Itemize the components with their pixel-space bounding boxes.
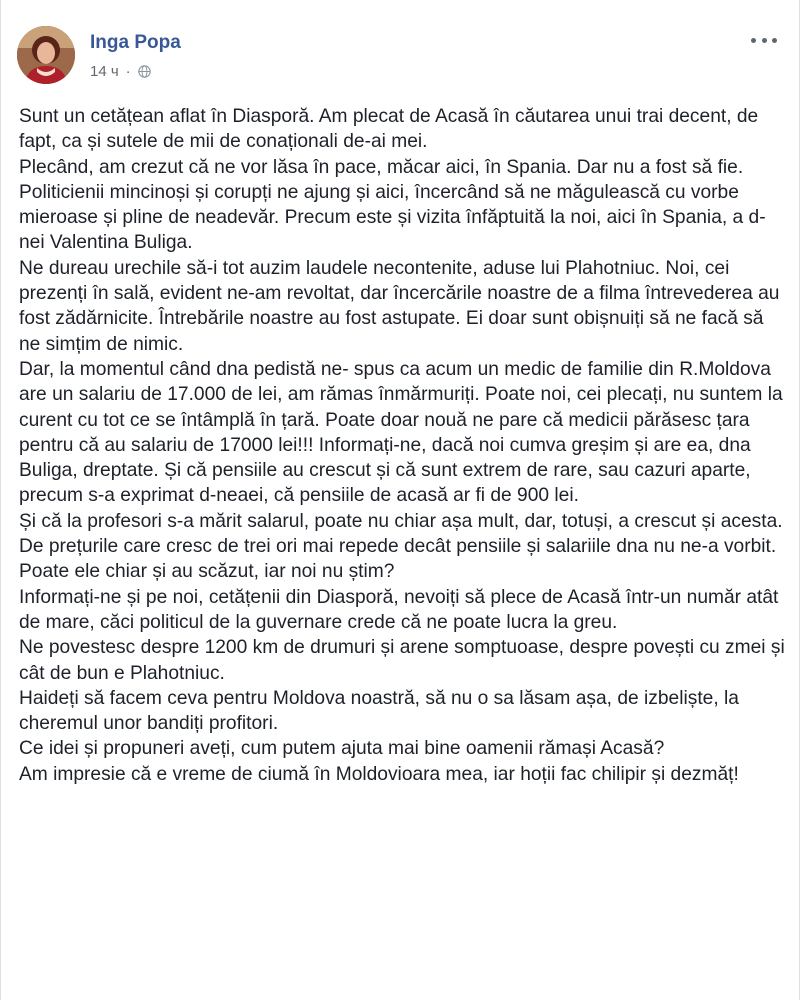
post-paragraph: Am impresie că e vreme de ciumă în Moldovioara mea, iar hoții fac chilipir și dezmăț! [19, 763, 739, 785]
post-paragraph: Ce idei și propuneri aveți, cum putem ajuta mai bine oamenii rămași Acasă? [19, 738, 665, 760]
post-body [19, 104, 787, 787]
more-options-icon[interactable] [751, 32, 777, 48]
author-name-link[interactable]: Inga Popa [90, 32, 181, 53]
post-paragraph: Ne dureau urechile să-i tot auzim laudele necontenite, aduse lui Plahotniuc. Noi, cei prezenți în sală, evident ne-am revoltat, dar încercările noastre de a filma întrevederea au fost zădărnicite. Întrebările noastre au fost astupate. Ei doar sunt obișnuiți să ne facă să ne simțim de nimic. [19, 257, 780, 355]
post-paragraph: Plecând, am crezut că ne vor lăsa în pace, măcar aici, în Spania. Dar nu a fost să fie. Politicienii mincinoși și corupți ne ajung și aici, încercând să ne măgulească cu vorbe mieroase și pline de neadevăr. Precum este și vizita înfăptuită la noi, aici în Spania, a d-nei Valentina Buliga. [19, 156, 766, 254]
post-meta [90, 63, 151, 80]
post-paragraph: Sunt un cetățean aflat în Diasporă. Am plecat de Acasă în căutarea unui trai decent, de fapt, ca și sutele de mii de conaționali de-ai mei. [19, 106, 759, 153]
post-paragraph: Ne povestesc despre 1200 km de drumuri și arene somptuoase, despre povești cu zmei și cât de bun e Plahotniuc. [19, 637, 785, 684]
dot-separator: · [125, 63, 131, 80]
post-paragraph: Dar, la momentul când dna pedistă ne- spus ca acum un medic de familie din R.Moldova are un salariu de 17.000 de lei, am rămas înmărmuriți. Poate noi, cei plecați, nu suntem la curent cu tot ce se întâmplă în țară. Poate doar nouă ne pare că medicii părăsesc țara pentru că au salariu de 17000 lei!!! Informați-ne, dacă noi cumva greșim și are ea, dna Buliga, dreptate. Și că pensiile au crescut și că sunt extrem de rare, sau cazuri aparte, precum s-a exprimat d-neaei, că pensiile de acasă ar fi de 900 lei. [19, 358, 783, 507]
post-timestamp[interactable]: 14 ч [90, 63, 119, 80]
post-paragraph: Informați-ne și pe noi, cetățenii din Diasporă, nevoiți să plece de Acasă într-un număr atât de mare, căci politicul de la guvernare crede că ne poate lucra la greu. [19, 586, 779, 633]
post-paragraph: De prețurile care cresc de trei ori mai repede decât pensiile și salariile dna nu ne-a vorbit. Poate ele chiar și au scăzut, iar noi nu știm? [19, 536, 777, 583]
post-paragraph: Și că la profesori s-a mărit salarul, poate nu chiar așa mult, dar, totuși, a crescut și acesta. [19, 510, 783, 532]
avatar[interactable] [17, 26, 75, 84]
avatar-photo [17, 26, 75, 84]
post-paragraph: Haideți să facem ceva pentru Moldova noastră, să nu o sa lăsam așa, de izbeliște, la cheremul unor bandiți profitori. [19, 687, 739, 735]
globe-icon[interactable] [138, 65, 151, 78]
post-header [1, 0, 799, 96]
